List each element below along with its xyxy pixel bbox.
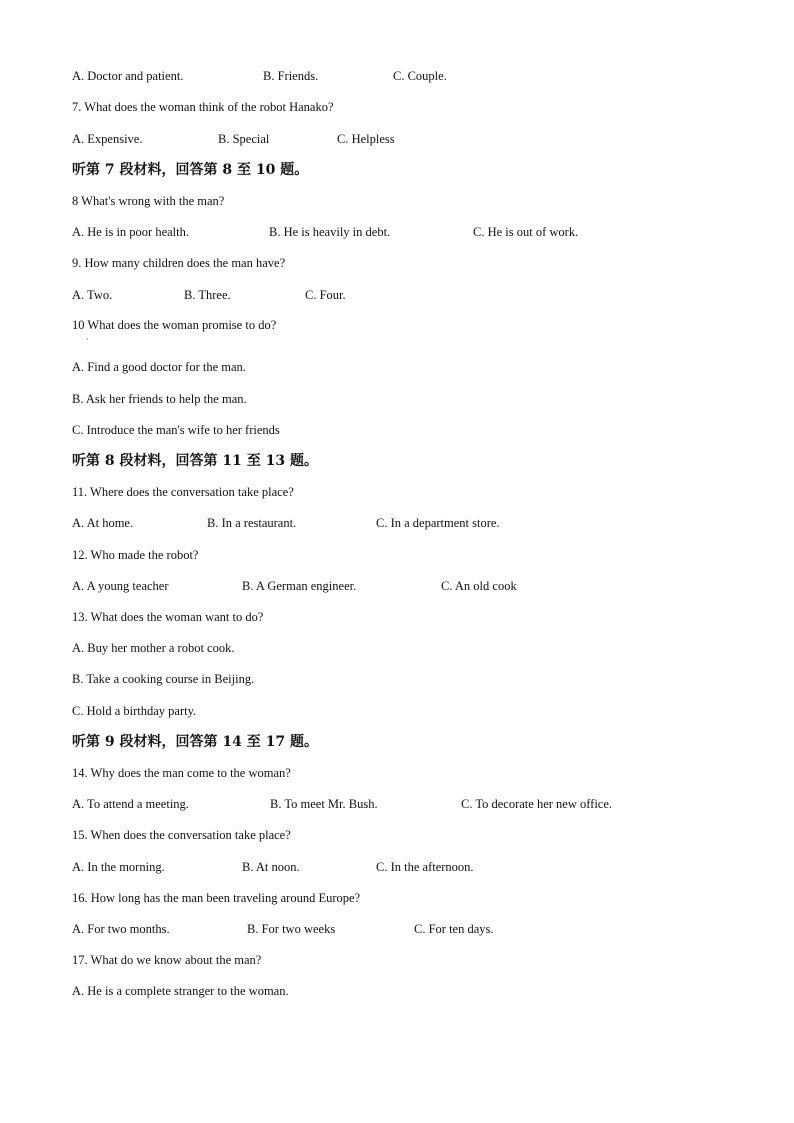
q15-option-b: B. At noon. (242, 860, 300, 874)
q10-option-a: A. Find a good doctor for the man. (72, 360, 246, 374)
q13-option-c: C. Hold a birthday party. (72, 704, 197, 718)
q9-option-b: B. Three. (184, 288, 231, 302)
q11-question: 11. Where does the conversation take place? (72, 485, 294, 499)
q15-option-a: A. In the morning. (72, 860, 165, 874)
q17-option-a: A. He is a complete stranger to the woman. (72, 984, 289, 998)
q10-option-b: B. Ask her friends to help the man. (72, 392, 247, 406)
q8-question: 8 What's wrong with the man? (72, 194, 225, 208)
q16-question: 16. How long has the man been traveling around Europe? (72, 891, 361, 905)
q7-option-a: A. Expensive. (72, 132, 143, 146)
q8-option-c: C. He is out of work. (473, 225, 579, 239)
q14-option-a: A. To attend a meeting. (72, 797, 189, 811)
q17-question: 17. What do we know about the man? (72, 953, 262, 967)
q8-option-b: B. He is heavily in debt. (269, 225, 391, 239)
q11-option-c: C. In a department store. (376, 516, 500, 530)
q14-question: 14. Why does the man come to the woman? (72, 766, 291, 780)
q13-option-b: B. Take a cooking course in Beijing. (72, 672, 255, 686)
q16-option-b: B. For two weeks (247, 922, 336, 936)
q13-question: 13. What does the woman want to do? (72, 610, 264, 624)
section-8-heading: 听第 8 段材料，回答第 11 至 13 题。 (72, 453, 318, 469)
q11-option-a: A. At home. (72, 516, 134, 530)
q12-option-b: B. A German engineer. (242, 579, 357, 593)
q16-option-c: C. For ten days. (414, 922, 494, 936)
q7-option-b: B. Special (218, 132, 270, 146)
q14-option-b: B. To meet Mr. Bush. (270, 797, 378, 811)
q8-option-a: A. He is in poor health. (72, 225, 189, 239)
q10-question: 10 What does the woman promise to do? (72, 318, 277, 332)
q14-option-c: C. To decorate her new office. (461, 797, 613, 811)
q6-option-c: C. Couple. (393, 69, 447, 83)
q12-option-a: A. A young teacher (72, 579, 169, 593)
q16-option-a: A. For two months. (72, 922, 170, 936)
section-9-heading: 听第 9 段材料，回答第 14 至 17 题。 (72, 734, 318, 750)
q15-option-c: C. In the afternoon. (376, 860, 474, 874)
q6-option-a: A. Doctor and patient. (72, 69, 184, 83)
q11-option-b: B. In a restaurant. (207, 516, 297, 530)
q7-question: 7. What does the woman think of the robot Hanako? (72, 100, 334, 114)
stray-dot-mark: · (86, 335, 89, 344)
q12-question: 12. Who made the robot? (72, 548, 199, 562)
section-7-heading: 听第 7 段材料，回答第 8 至 10 题。 (72, 162, 309, 178)
q9-question: 9. How many children does the man have? (72, 256, 286, 270)
q13-option-a: A. Buy her mother a robot cook. (72, 641, 235, 655)
q15-question: 15. When does the conversation take place? (72, 828, 291, 842)
q9-option-c: C. Four. (305, 288, 346, 302)
q12-option-c: C. An old cook (441, 579, 517, 593)
q7-option-c: C. Helpless (337, 132, 395, 146)
q9-option-a: A. Two. (72, 288, 113, 302)
q6-option-b: B. Friends. (263, 69, 319, 83)
q10-option-c: C. Introduce the man's wife to her friends (72, 423, 280, 437)
